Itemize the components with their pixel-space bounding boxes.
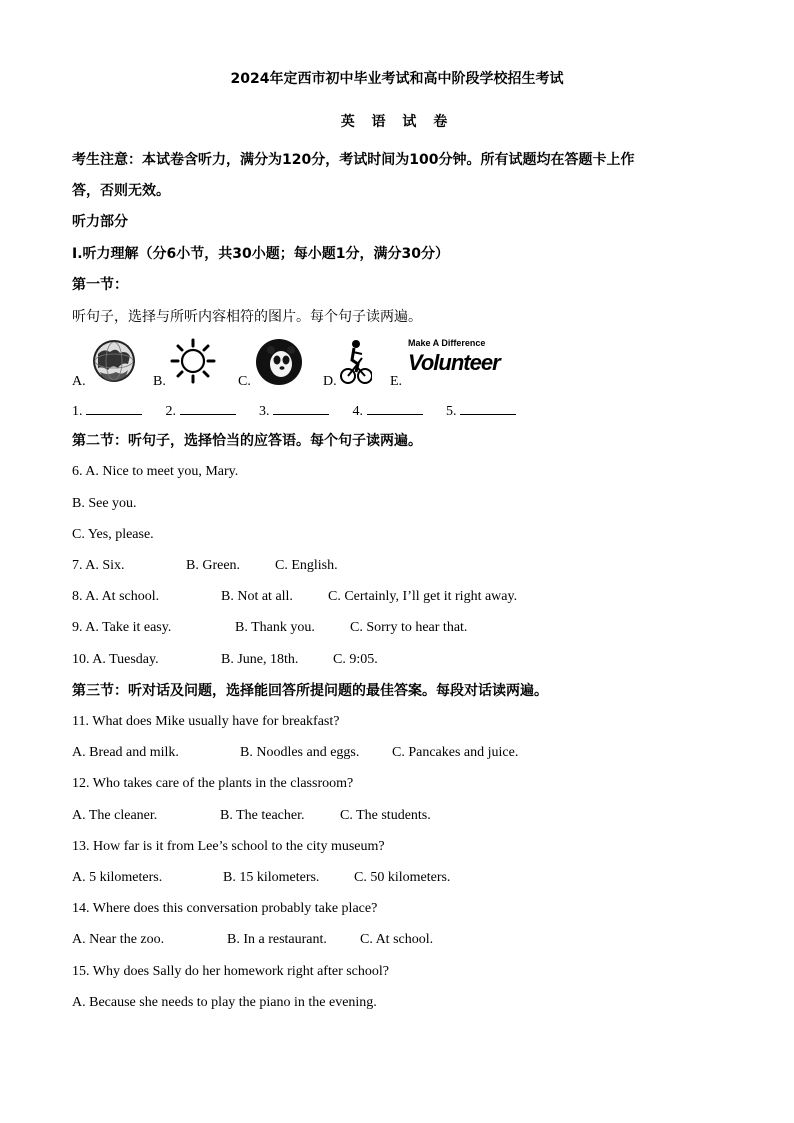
option-a: A. 5 kilometers.: [72, 870, 163, 885]
question-8: [72, 588, 517, 606]
question-11: 11. What does Mike usually have for breakfast?: [72, 714, 340, 729]
blank-4[interactable]: [353, 402, 423, 420]
option-c: C. 9:05.: [333, 652, 378, 667]
option-a: 10. A. Tuesday.: [72, 652, 159, 667]
blank-number: 1.: [72, 404, 83, 419]
question-14: 14. Where does this conversation probably take place?: [72, 901, 378, 916]
question-6-a: 6. A. Nice to meet you, Mary.: [72, 464, 239, 479]
notice-line-1: 考生注意：本试卷含听力，满分为120分，考试时间为100分钟。所有试题均在答题卡上作: [72, 152, 635, 168]
blank-line: [460, 402, 516, 415]
question-13: 13. How far is it from Lee’s school to the city museum?: [72, 839, 385, 854]
picture-label-b: B.: [153, 374, 166, 389]
option-c: C. 50 kilometers.: [354, 870, 451, 885]
sun-icon: [168, 338, 218, 384]
volunteer-logo-tagline: Make A Difference: [408, 338, 486, 348]
option-c: C. Sorry to hear that.: [350, 620, 468, 635]
exam-title: 2024年定西市初中毕业考试和高中阶段学校招生考试: [230, 71, 564, 87]
picture-options: [72, 338, 512, 390]
question-14-options: [72, 931, 433, 949]
option-a: 8. A. At school.: [72, 589, 160, 604]
option-a: A. Bread and milk.: [72, 745, 179, 760]
question-12: 12. Who takes care of the plants in the classroom?: [72, 776, 354, 791]
question-7: [72, 557, 338, 575]
option-b: B. In a restaurant.: [227, 932, 327, 947]
section1-heading: Ⅰ.听力理解（分6小节，共30小题；每小题1分，满分30分）: [72, 246, 449, 262]
question-10: [72, 651, 378, 669]
option-c: C. Certainly, I’ll get it right away.: [328, 589, 518, 604]
cyclist-icon: [340, 338, 372, 386]
blank-line: [273, 402, 329, 415]
blank-3[interactable]: [259, 402, 329, 420]
question-6-b: B. See you.: [72, 496, 137, 511]
blank-line: [86, 402, 142, 415]
volunteer-logo: [408, 338, 512, 384]
question-6-c: C. Yes, please.: [72, 527, 154, 542]
question-15-option-a: A. Because she needs to play the piano in the evening.: [72, 995, 377, 1010]
question-11-options: [72, 744, 518, 762]
question-13-options: [72, 869, 450, 887]
blank-line: [180, 402, 236, 415]
sub3-heading: 第三节：听对话及问题，选择能回答所提问题的最佳答案。每段对话读两遍。: [72, 683, 548, 699]
question-12-options: [72, 807, 431, 825]
option-b: B. Green.: [186, 558, 241, 573]
blank-1[interactable]: [72, 402, 142, 420]
picture-label-a: A.: [72, 374, 86, 389]
option-a: A. The cleaner.: [72, 808, 158, 823]
listening-part-heading: 听力部分: [72, 214, 128, 230]
option-b: B. The teacher.: [220, 808, 305, 823]
option-c: C. English.: [275, 558, 338, 573]
blank-number: 3.: [259, 404, 270, 419]
blank-line: [367, 402, 423, 415]
blank-5[interactable]: [446, 402, 516, 420]
option-c: C. Pancakes and juice.: [392, 745, 519, 760]
option-b: B. Not at all.: [221, 589, 293, 604]
blank-2[interactable]: [166, 402, 236, 420]
blank-number: 4.: [352, 404, 363, 419]
option-a: 7. A. Six.: [72, 558, 125, 573]
answer-blanks: [72, 402, 536, 420]
option-c: C. At school.: [360, 932, 434, 947]
option-b: B. Thank you.: [235, 620, 315, 635]
option-b: B. 15 kilometers.: [223, 870, 320, 885]
notice-line-2: 答，否则无效。: [72, 183, 170, 199]
picture-label-e: E.: [390, 374, 403, 389]
option-a: 9. A. Take it easy.: [72, 620, 172, 635]
picture-label-c: C.: [238, 374, 251, 389]
option-b: B. June, 18th.: [221, 652, 299, 667]
option-c: C. The students.: [340, 808, 431, 823]
sub2-heading: 第二节：听句子，选择恰当的应答语。每个句子读两遍。: [72, 433, 422, 449]
sub1-instruction: 听句子，选择与所听内容相符的图片。每个句子读两遍。: [72, 309, 422, 325]
exam-subtitle: 英 语 试 卷: [340, 114, 454, 130]
panda-icon: [254, 338, 304, 386]
question-15: 15. Why does Sally do her homework right after school?: [72, 964, 390, 979]
picture-label-d: D.: [323, 374, 337, 389]
option-a: A. Near the zoo.: [72, 932, 165, 947]
sub1-heading: 第一节：: [72, 277, 128, 293]
blank-number: 2.: [165, 404, 176, 419]
blank-number: 5.: [446, 404, 457, 419]
globe-icon: [90, 338, 138, 384]
question-9: [72, 619, 467, 637]
volunteer-logo-word: Volunteer: [408, 350, 500, 375]
option-b: B. Noodles and eggs.: [240, 745, 360, 760]
